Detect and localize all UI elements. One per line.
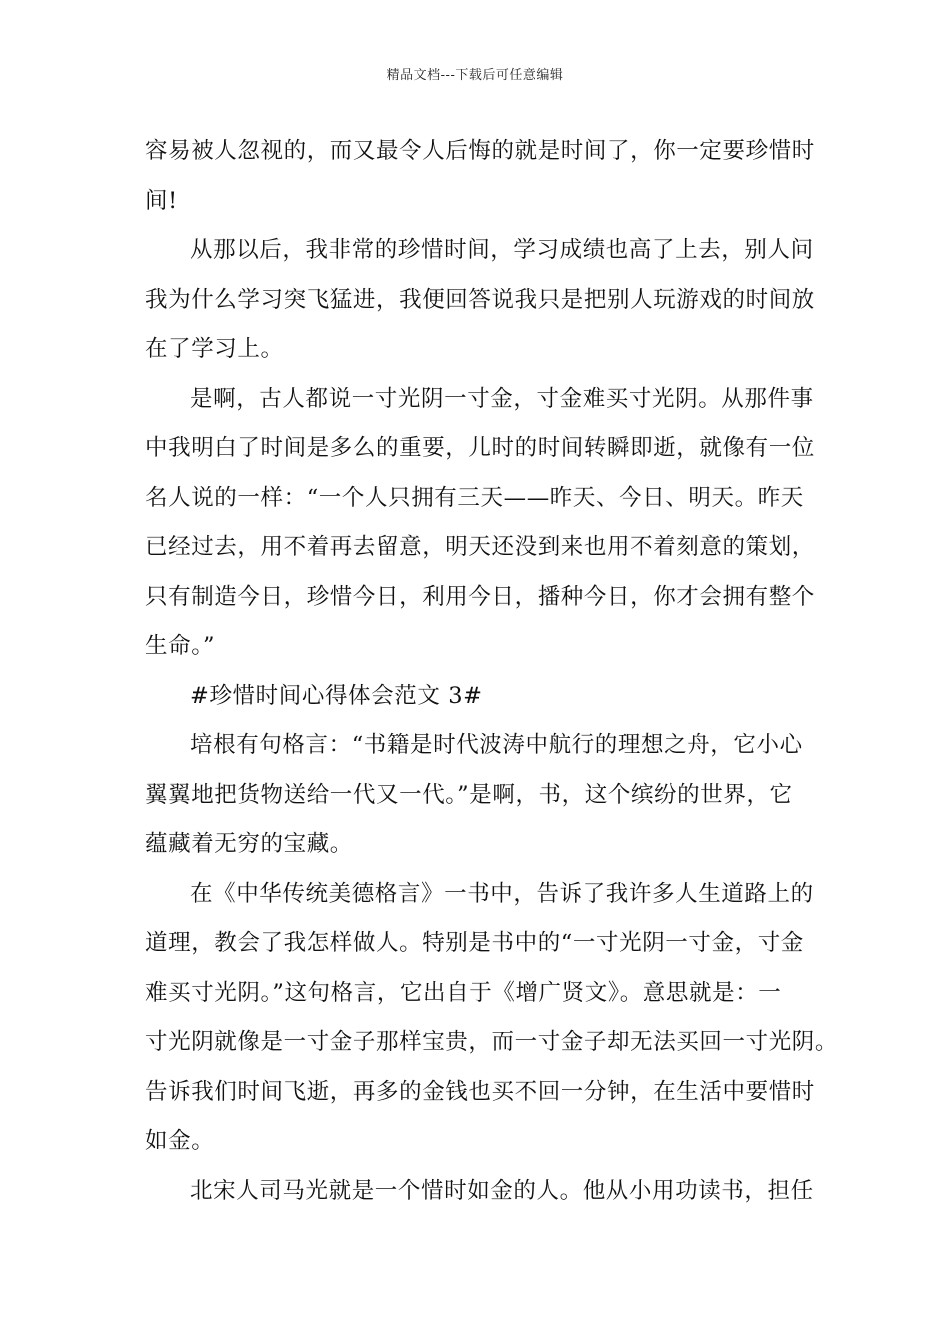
text-line: 只有制造今日，珍惜今日，利用今日，播种今日，你才会拥有整个 xyxy=(145,583,815,610)
text-line: 在《中华传统美德格言》一书中，告诉了我许多人生道路上的 xyxy=(190,880,814,907)
text-line: 道理，教会了我怎样做人。特别是书中的“一寸光阴一寸金，寸金 xyxy=(145,930,804,956)
text-line: 已经过去，用不着再去留意，明天还没到来也用不着刻意的策划， xyxy=(145,534,815,560)
text-line: 中我明白了时间是多么的重要，儿时的时间转瞬即逝，就像有一位 xyxy=(145,435,815,461)
text-line: 间! xyxy=(145,187,178,214)
text-line: 北宋人司马光就是一个惜时如金的人。他从小用功读书，担任 xyxy=(190,1177,814,1204)
page-header: 精品文档---下载后可任意编辑 xyxy=(386,68,564,83)
text-line: 难买寸光阴。”这句格言，它出自于《增广贤文》。意思就是：一 xyxy=(145,979,782,1006)
text-line: 告诉我们时间飞逝，再多的金钱也买不回一分钟，在生活中要惜时 xyxy=(145,1078,815,1105)
text-line: 在了学习上。 xyxy=(145,336,284,362)
text-line: 是啊，古人都说一寸光阴一寸金，寸金难买寸光阴。从那件事 xyxy=(190,385,814,412)
text-line: 生命。” xyxy=(145,633,216,659)
text-line: 我为什么学习突飞猛进，我便回答说我只是把别人玩游戏的时间放 xyxy=(145,286,815,313)
text-line: 容易被人忽视的，而又最令人后悔的就是时间了，你一定要珍惜时 xyxy=(145,138,815,164)
document-body xyxy=(145,127,845,1216)
section-heading: #珍惜时间心得体会范文 3# xyxy=(190,682,483,709)
text-line: 蕴藏着无穷的宝藏。 xyxy=(145,831,353,857)
text-line: 寸光阴就像是一寸金子那样宝贵，而一寸金子却无法买回一寸光阴。 xyxy=(145,1029,839,1055)
text-line: 培根有句格言：“书籍是时代波涛中航行的理想之舟，它小心 xyxy=(190,732,803,758)
text-line: 名人说的一样：“一个人只拥有三天——昨天、今日、明天。昨天 xyxy=(145,484,804,511)
text-line: 翼翼地把货物送给一代又一代。”是啊，书，这个缤纷的世界，它 xyxy=(145,781,793,808)
text-line: 如金。 xyxy=(145,1128,215,1154)
text-line: 从那以后，我非常的珍惜时间，学习成绩也高了上去，别人问 xyxy=(190,237,814,263)
